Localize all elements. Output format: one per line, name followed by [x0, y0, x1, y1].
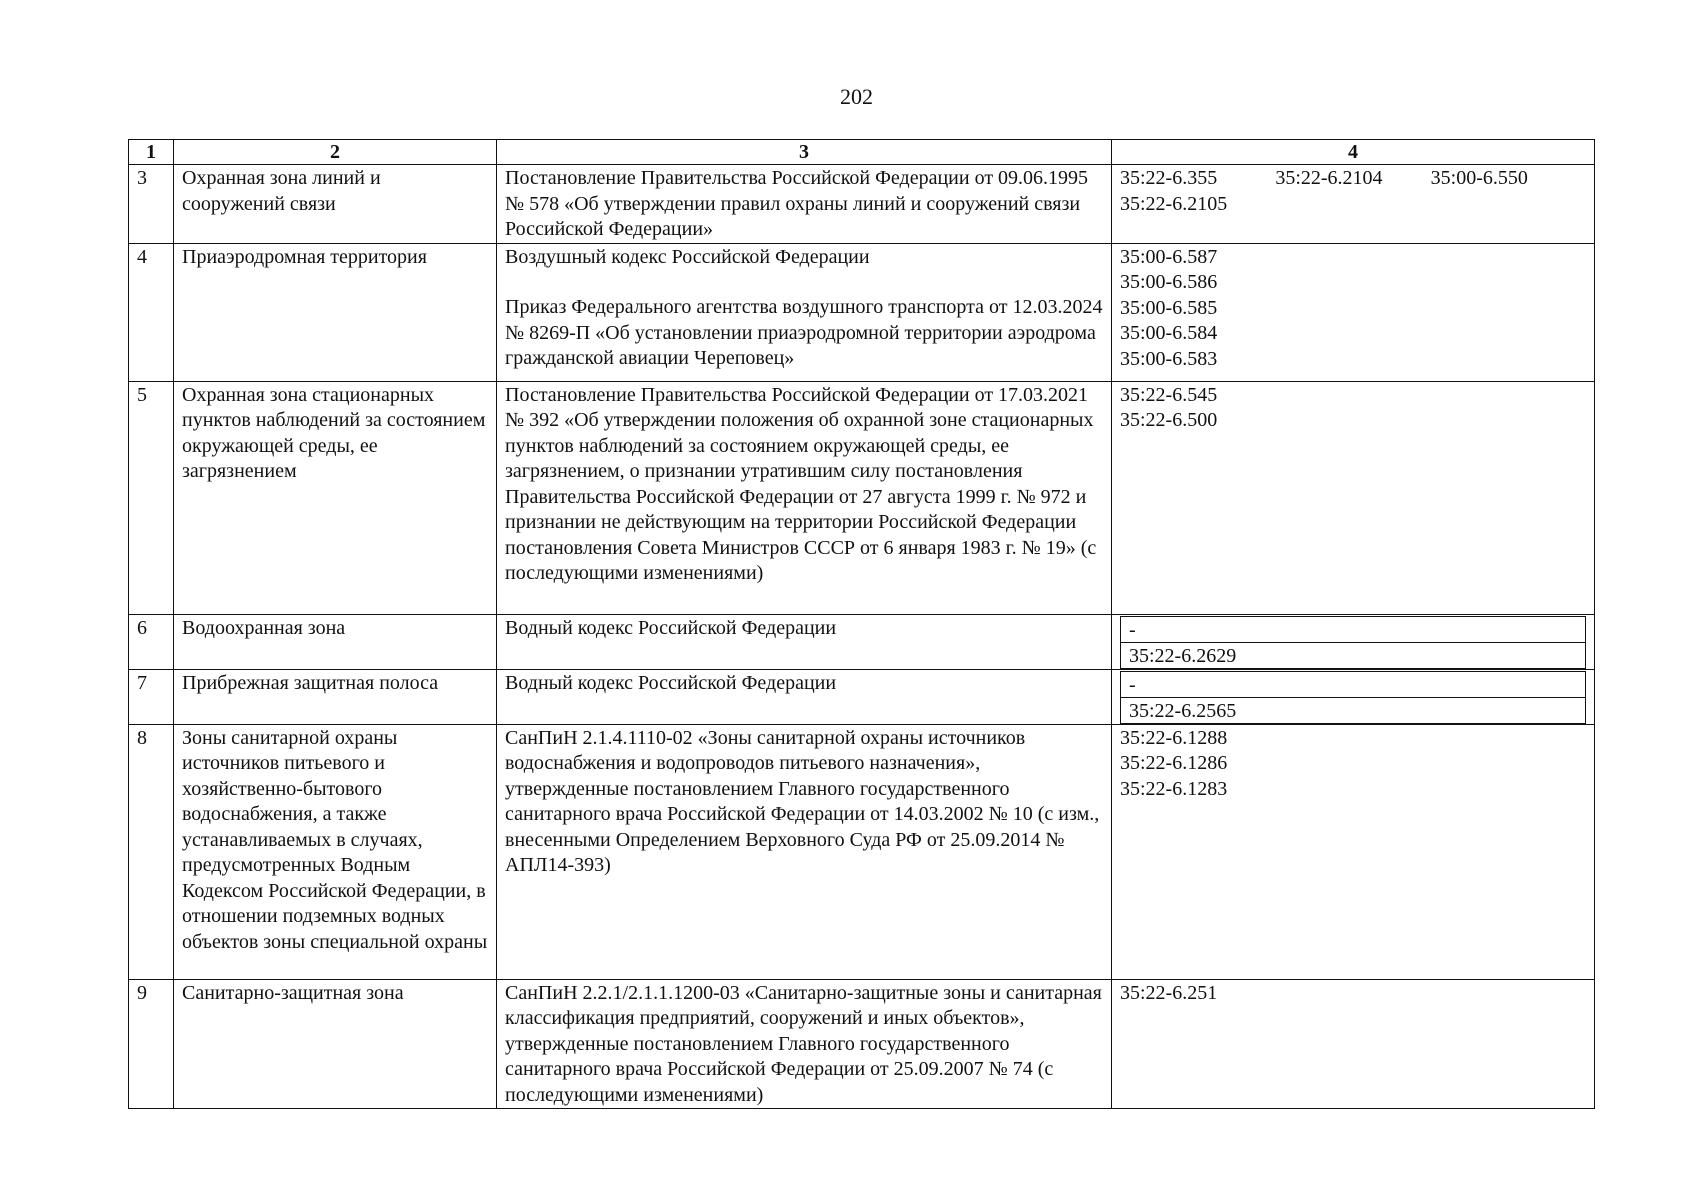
legal-basis-text: СанПиН 2.2.1/2.1.1.1200-03 «Санитарно-защитные зоны и санитарная классификация предприятий, сооружений и иных объектов», утвержденные постановлением Главного государственного санитарного врача Российской Федерации от 25.09.2007 № 74 (с последующими изменениями): [505, 981, 1102, 1106]
column-header: 1: [129, 140, 174, 165]
row-number: 3: [129, 165, 174, 244]
legal-basis-text: Постановление Правительства Российской Федерации от 09.06.1995 № 578 «Об утверждении правил охраны линий и сооружений связи Российской Федерации»: [505, 167, 1089, 240]
legal-basis-text: Приказ Федерального агентства воздушного транспорта от 12.03.2024 № 8269-П «Об установлении приаэродромной территории аэродрома гражданской авиации Череповец»: [505, 296, 1103, 369]
table-row: [129, 381, 1595, 614]
registry-code: 35:22-6.2565: [1121, 697, 1586, 723]
registry-code: 35:00-6.585: [1120, 296, 1218, 319]
registry-codes: [1112, 243, 1595, 381]
legal-basis: [497, 724, 1112, 979]
registry-code: 35:22-6.1286: [1120, 752, 1228, 774]
zone-name: Зоны санитарной охраны источников питьевого и хозяйственно-бытового водоснабжения, а также устанавливаемых в случаях, предусмотренных Водным Кодексом Российской Федерации, в отношении подземных водных объектов зоны специальной охраны: [174, 724, 497, 979]
registry-code: 35:22-6.355: [1120, 167, 1218, 189]
registry-code: 35:22-6.1288: [1120, 726, 1228, 749]
table-row: [129, 614, 1595, 669]
table-row: [129, 165, 1595, 244]
registry-codes: [1112, 165, 1595, 244]
legal-basis-text: Постановление Правительства Российской Федерации от 17.03.2021 № 392 «Об утверждении положения об охранной зоне стационарных пунктов наблюдений за состоянием окружающей среды, ее загрязнением, о признании утратившим силу постановления Правительства Российской Федерации от 27 августа 1999 г. № 972 и признании не действующим на территории Российской Федерации постановления Совета Министров СССР от 6 января 1983 г. № 19» (с последующими изменениями): [505, 383, 1097, 584]
legal-basis: [497, 669, 1112, 724]
table-row: [129, 669, 1595, 724]
zone-name: Охранная зона линий и сооружений связи: [174, 165, 497, 244]
legal-basis: [497, 243, 1112, 381]
zone-name: Прибрежная защитная полоса: [174, 669, 497, 724]
legal-basis: [497, 381, 1112, 614]
registry-code: 35:22-6.500: [1120, 409, 1218, 431]
table-row: [129, 979, 1595, 1109]
registry-code: 35:00-6.583: [1120, 347, 1218, 370]
table-row: [129, 724, 1595, 979]
registry-code: 35:22-6.2104: [1275, 167, 1383, 189]
legal-basis: [497, 165, 1112, 244]
table-row: [129, 243, 1595, 381]
registry-code: 35:00-6.584: [1120, 322, 1218, 344]
registry-codes: [1112, 614, 1595, 669]
legal-basis-text: Водный кодекс Российской Федерации: [505, 671, 837, 694]
zones-table: [128, 139, 1595, 1109]
registry-code: 35:22-6.2105: [1120, 192, 1228, 215]
legal-basis-text: Воздушный кодекс Российской Федерации: [505, 245, 870, 268]
zone-name: Приаэродромная территория: [174, 243, 497, 381]
legal-basis-text: СанПиН 2.1.4.1110-02 «Зоны санитарной охраны источников водоснабжения и водопроводов питьевого назначения», утвержденные постановлением Главного государственного санитарного врача Российской Федерации от 14.03.2002 № 10 (с изм., внесенными Определением Верховного Суда РФ от 25.09.2014 № АПЛ14-393): [505, 726, 1100, 876]
column-header: 4: [1112, 140, 1595, 165]
registry-code: 35:22-6.251: [1120, 981, 1218, 1004]
registry-code: 35:22-6.2629: [1121, 642, 1586, 668]
registry-codes: [1112, 979, 1595, 1109]
registry-codes: [1112, 724, 1595, 979]
registry-code: 35:22-6.545: [1120, 383, 1218, 406]
row-number: 4: [129, 243, 174, 381]
row-number: 7: [129, 669, 174, 724]
codes-subtable: [1120, 616, 1586, 669]
row-number: 5: [129, 381, 174, 614]
zone-name: Санитарно-защитная зона: [174, 979, 497, 1109]
header-row: [129, 140, 1595, 165]
registry-code: 35:00-6.586: [1120, 271, 1218, 293]
row-number: 8: [129, 724, 174, 979]
row-number: 9: [129, 979, 174, 1109]
column-header: 3: [497, 140, 1112, 165]
codes-line: [1120, 166, 1586, 192]
zone-name: Водоохранная зона: [174, 614, 497, 669]
column-header: 2: [174, 140, 497, 165]
legal-basis: [497, 614, 1112, 669]
registry-codes: [1112, 381, 1595, 614]
legal-basis-text: Водный кодекс Российской Федерации: [505, 616, 837, 639]
page-number: 202: [840, 84, 873, 109]
registry-code: -: [1121, 616, 1586, 642]
registry-code: -: [1121, 671, 1586, 697]
zone-name: Охранная зона стационарных пунктов наблюдений за состоянием окружающей среды, ее загрязнением: [174, 381, 497, 614]
registry-code: 35:00-6.550: [1430, 167, 1528, 189]
codes-subtable: [1120, 671, 1586, 724]
row-number: 6: [129, 614, 174, 669]
registry-codes: [1112, 669, 1595, 724]
legal-basis: [497, 979, 1112, 1109]
registry-code: 35:00-6.587: [1120, 245, 1218, 268]
registry-code: 35:22-6.1283: [1120, 777, 1228, 800]
